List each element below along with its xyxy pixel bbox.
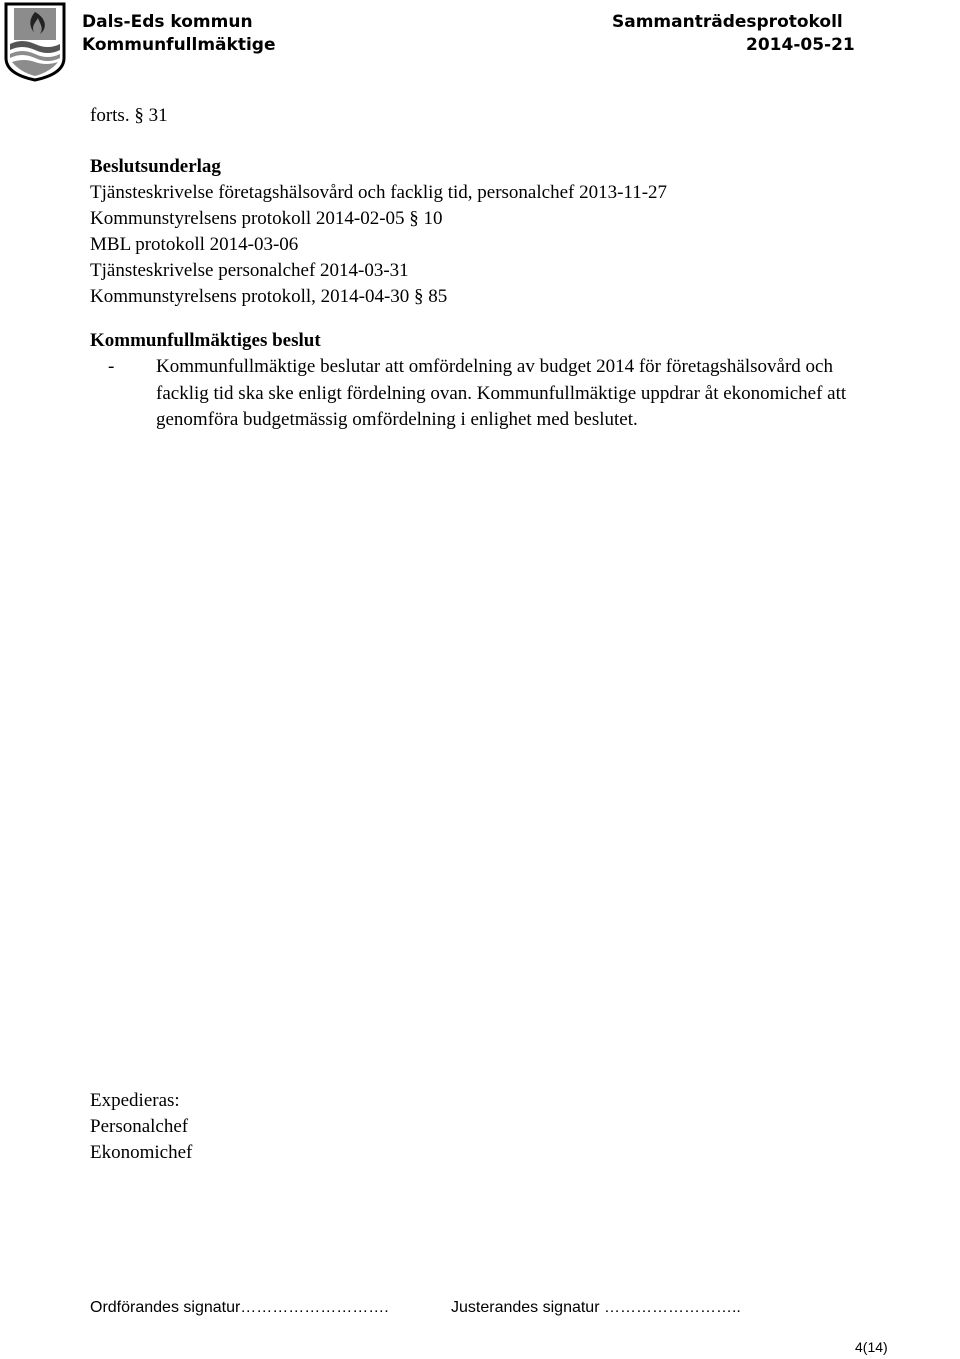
basis-heading: Beslutsunderlag — [90, 156, 221, 177]
meeting-date: 2014-05-21 — [746, 35, 855, 55]
decision-text — [156, 354, 956, 434]
section-continuation: forts. § 31 — [90, 105, 168, 126]
chair-signature-line: Ordförandes signatur………………………. — [90, 1299, 389, 1316]
basis-item: Kommunstyrelsens protokoll, 2014-04-30 § 85 — [90, 286, 448, 307]
decision-line: genomföra budgetmässig omfördelning i enlighet med beslutet. — [156, 409, 638, 430]
document-type: Sammanträdesprotokoll — [612, 12, 843, 32]
decision-heading: Kommunfullmäktiges beslut — [90, 330, 321, 351]
municipality-name: Dals-Eds kommun — [82, 12, 253, 32]
decision-bullet: - — [108, 356, 115, 377]
dispatch-label: Expedieras: — [90, 1090, 180, 1111]
basis-item: Kommunstyrelsens protokoll 2014-02-05 § 10 — [90, 208, 443, 229]
adjuster-signature-line: Justerandes signatur …………………….. — [451, 1299, 741, 1316]
municipality-logo-icon — [0, 0, 70, 82]
decision-line: facklig tid ska ske enligt fördelning ovan. Kommunfullmäktige uppdrar åt ekonomichef att — [156, 382, 847, 404]
basis-item: Tjänsteskrivelse företagshälsovård och facklig tid, personalchef 2013-11-27 — [90, 182, 668, 203]
decision-line: Kommunfullmäktige beslutar att omfördelning av budget 2014 för företagshälsovård och — [156, 356, 833, 377]
dispatch-recipient: Personalchef — [90, 1116, 189, 1137]
dispatch-recipient: Ekonomichef — [90, 1142, 193, 1163]
page-number: 4(14) — [855, 1339, 888, 1355]
basis-item: MBL protokoll 2014-03-06 — [90, 234, 299, 255]
basis-item: Tjänsteskrivelse personalchef 2014-03-31 — [90, 260, 409, 281]
governing-body: Kommunfullmäktige — [82, 35, 276, 55]
